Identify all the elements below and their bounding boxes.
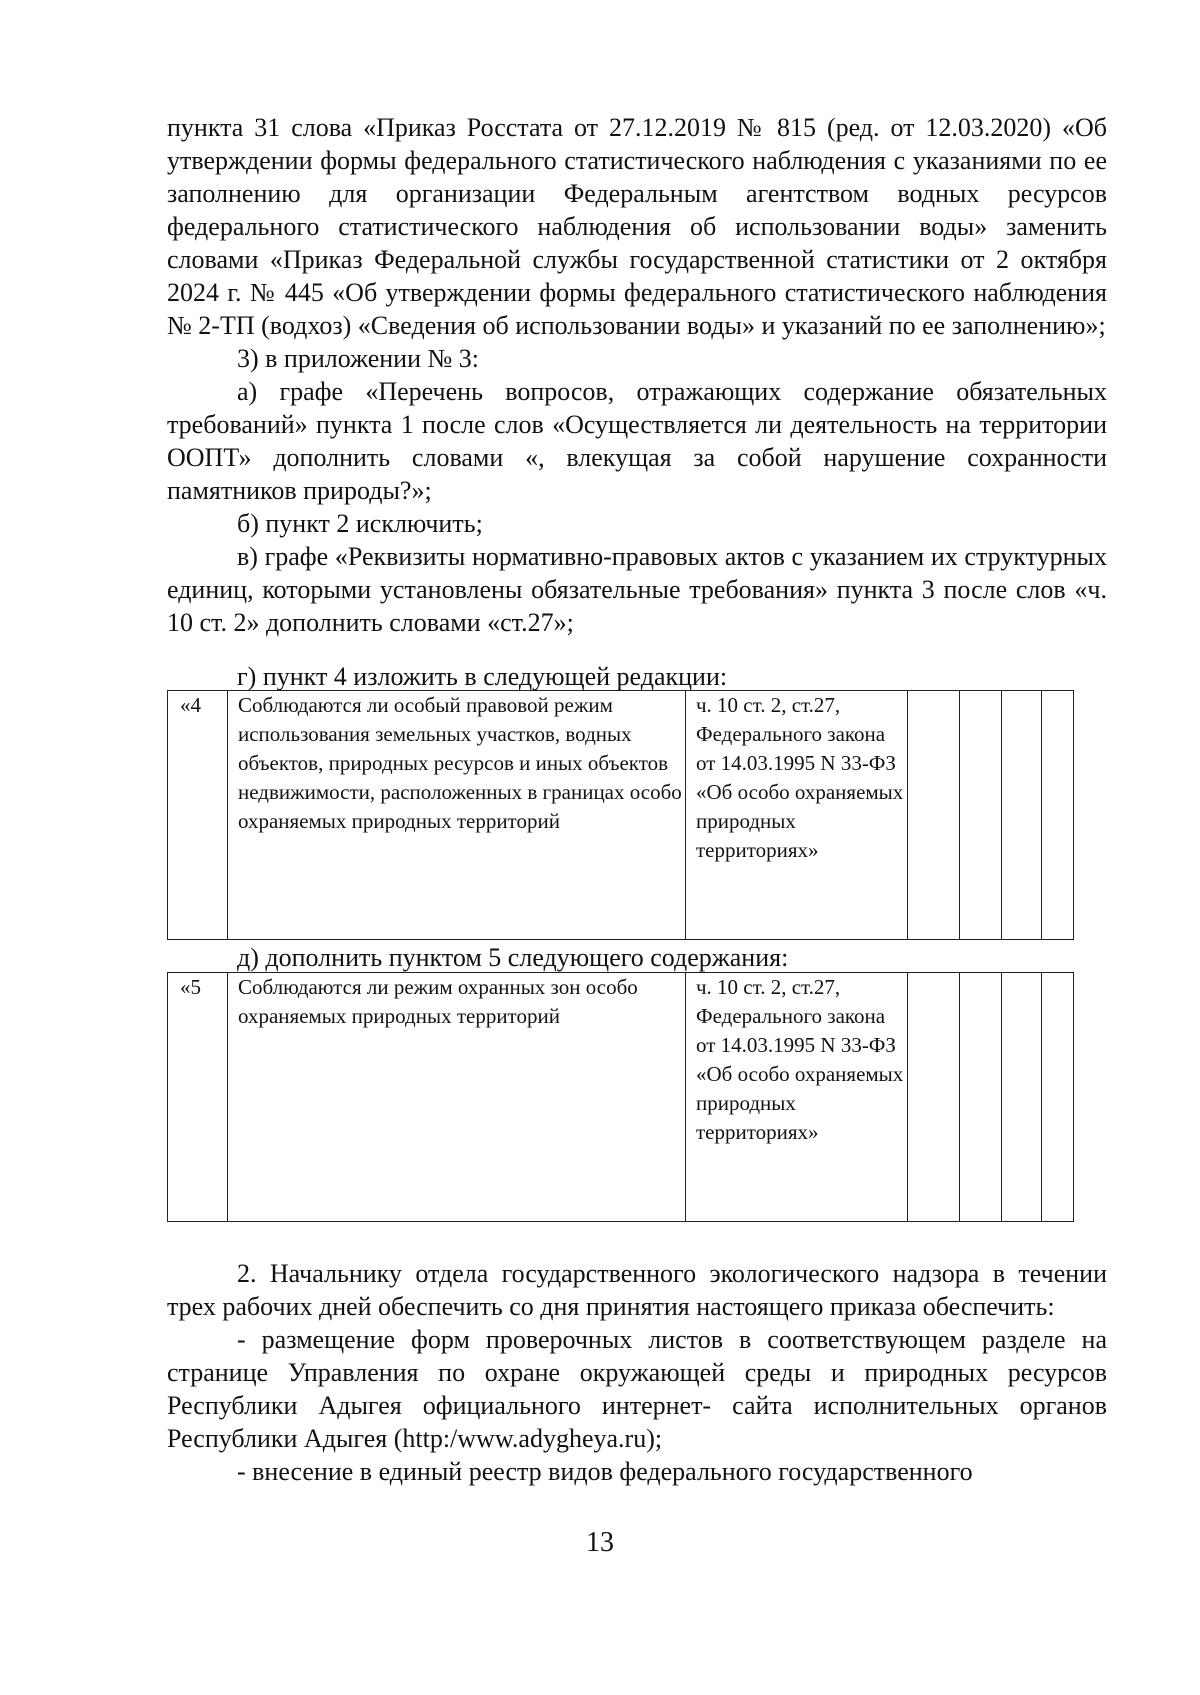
row-number: «5 [168, 973, 228, 1222]
empty-cell [908, 973, 960, 1222]
body-text-top [167, 111, 1107, 639]
paragraph-v: в) графе «Реквизиты нормативно-правовых актов с указанием их структурных единиц, которыми установлены обязательные требования» пункта 3 после слов «ч. 10 ст. 2» дополнить словами «ст.27»; [167, 542, 1107, 637]
paragraph-placement: - размещение форм проверочных листов в соответствующем разделе на странице Управления по охране окружающей среды и природных ресурсов Республики Адыгея официального интернет- сайта исполнительных органов Республики Адыгея (http:/www.adygheya.ru); [167, 1325, 1107, 1453]
page-number: 13 [586, 1527, 614, 1558]
paragraph-2: 2. Начальнику отдела государственного экологического надзора в течении трех рабочих дней обеспечить со дня принятия настоящего приказа обеспечить: [167, 1259, 1107, 1321]
table-row [168, 691, 1074, 940]
empty-cell [960, 691, 1002, 940]
paragraph-a: а) графе «Перечень вопросов, отражающих содержание обязательных требований» пункта 1 после слов «Осуществляется ли деятельность на территории ООПТ» дополнить словами «, влекущая за собой нарушение сохранности памятников природы?»; [167, 377, 1107, 505]
empty-cell [1042, 691, 1074, 940]
checklist-table-item-5 [167, 972, 1074, 1222]
checklist-table-item-4 [167, 690, 1074, 940]
table-row [168, 973, 1074, 1222]
legal-reference: ч. 10 ст. 2, ст.27, Федерального закона от 14.03.1995 N 33-ФЗ «Об особо охраняемых природных территориях» [686, 691, 908, 940]
empty-cell [908, 691, 960, 940]
empty-cell [1002, 691, 1042, 940]
row-number: «4 [168, 691, 228, 940]
paragraph-appendix-3: 3) в приложении № 3: [237, 344, 480, 373]
empty-cell [1042, 973, 1074, 1222]
empty-cell [960, 973, 1002, 1222]
body-text-bottom [167, 1257, 1107, 1488]
paragraph-d: д) дополнить пунктом 5 следующего содержания: [237, 943, 789, 972]
legal-reference: ч. 10 ст. 2, ст.27, Федерального закона от 14.03.1995 N 33-ФЗ «Об особо охраняемых природных территориях» [686, 973, 908, 1222]
requirement-question: Соблюдаются ли особый правовой режим использования земельных участков, водных объектов, природных ресурсов и иных объектов недвижимости, расположенных в границах особо охраняемых природных территорий [228, 691, 686, 940]
empty-cell [1002, 973, 1042, 1222]
paragraph-item-31: пункта 31 слова «Приказ Росстата от 27.12.2019 № 815 (ред. от 12.03.2020) «Об утверждении формы федерального статистического наблюдения с указаниями по ее заполнению для организации Федеральным агентством водных ресурсов федерального статистического наблюдения об использовании воды» заменить словами «Приказ Федеральной службы государственной статистики от 2 октября 2024 г. № 445 «Об утверждении формы федерального статистического наблюдения № 2-ТП (водхоз) «Сведения об использовании воды» и указаний по ее заполнению»; [167, 113, 1107, 340]
paragraph-g: г) пункт 4 изложить в следующей редакции: [237, 662, 728, 691]
paragraph-registry: - внесение в единый реестр видов федерального государственного [237, 1457, 973, 1486]
paragraph-b: б) пункт 2 исключить; [237, 509, 483, 538]
requirement-question: Соблюдаются ли режим охранных зон особо охраняемых природных территорий [228, 973, 686, 1222]
